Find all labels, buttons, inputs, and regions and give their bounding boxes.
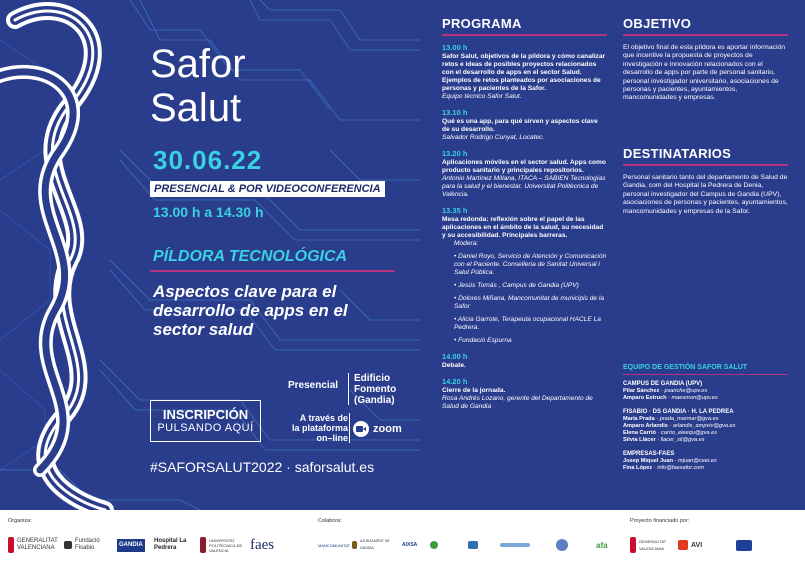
asociacion-logo-1: [430, 531, 464, 559]
fisabio-logo: Fundació Fisabio: [64, 531, 110, 559]
zoom-logo-text: zoom: [373, 423, 402, 435]
generalitat-funder-logo: GENERALITAT VALENCIANA: [630, 531, 674, 559]
team-member: María Prada · prada_marmar@gva.es: [623, 415, 719, 422]
event-mode-badge: PRESENCIAL & POR VIDEOCONFERENCIA: [150, 181, 385, 197]
venue-line: Fomento: [354, 384, 397, 395]
member-email[interactable]: maesmon@upv.es: [671, 395, 718, 402]
section-heading: PROGRAMA: [442, 16, 522, 31]
program-item: [442, 378, 607, 411]
venue-line: (Gandia): [354, 395, 395, 406]
program-time: 14.20 h: [442, 377, 468, 386]
member-email[interactable]: psanche@upv.es: [664, 388, 708, 395]
destinatarios-text: Personal sanitario tanto del departamento de Salud de Gandia, com del Hospital la Pedrera de Denia, personal investigador del Campus de Gandia (UPV), asociaciones de personas y pacientes, ayuntamientos, mancomunidades y empresas de la Safor.: [623, 174, 788, 215]
inscription-label: INSCRIPCIÓN: [162, 407, 249, 422]
program-title: Cierre de la jornada.: [442, 387, 506, 394]
divider: [150, 270, 395, 272]
team-member: Amparo Estruch · maesmon@upv.es: [623, 395, 718, 402]
program-time: 13.20 h: [442, 149, 468, 158]
program-speaker: Equipo técnico Safor Salut.: [442, 93, 522, 100]
objetivo-section: [623, 16, 788, 103]
program-item: [442, 150, 607, 199]
organiza-label: Organiza:: [8, 518, 32, 524]
panelist: • Jesús Tomás , Campus de Gandia (UPV): [454, 282, 579, 289]
mancomunitat-logo: MANCOMUNITAT: [318, 542, 351, 548]
section-heading: EQUIPO DE GESTIÓN SAFOR SALUT: [623, 364, 748, 371]
ayuntamiento-logo: AJUNTAMENT DE GANDIA: [352, 531, 398, 559]
team-group-name: FISABIO · DS GANDIA · H. LA PEDREA: [623, 408, 734, 415]
title-line-2: Salut: [150, 86, 242, 130]
event-time: 13.00 h a 14.30 h: [153, 204, 264, 220]
afa-logo: afa: [596, 540, 608, 550]
divider: [623, 374, 788, 375]
program-speaker: Antonio Martínez Millana, ITACA – SABIEN Tecnologías para la salud y el bienestar. Universitat Politècnica de València.: [442, 175, 606, 198]
programa-section: [442, 16, 607, 411]
divider: [442, 34, 607, 36]
title-line-1: Safor: [150, 42, 246, 86]
eu-flag-logo: [736, 531, 796, 559]
member-name: Amparo Arlandis: [623, 423, 668, 430]
team-member: Amparo Arlandis · arlandis_ampviv@gva.es: [623, 423, 736, 430]
team-member: Pilar Sánchez · psanche@upv.es: [623, 388, 708, 395]
panelist: • Daniel Royo, Servicio de Atención y Comunicación con el Paciente. Conselleria de Sanitat Universal i Salut Pública.: [454, 253, 607, 276]
section-heading: DESTINATARIOS: [623, 146, 732, 161]
platform-line: la plataforma: [291, 423, 348, 433]
member-email[interactable]: carrio_eleequ@gva.es: [660, 430, 718, 437]
sponsors-footer: [0, 510, 805, 567]
event-date: 30.06.22: [153, 145, 263, 175]
program-title: Qué es una app, para qué sirven y aspectos clave de su desarrollo.: [442, 118, 598, 133]
aixsa-logo: AIXSA: [402, 541, 418, 548]
program-title: Debate.: [442, 362, 466, 369]
inscription-button[interactable]: [150, 400, 261, 442]
program-speaker: Rosa Andrés Lozano, gerente del Departamento de Salud de Gandia: [442, 395, 593, 410]
asociacion-logo-3: [500, 531, 550, 559]
team-member: Silvia Llácer · llacer_sil@gva.es: [623, 437, 705, 444]
program-time: 13.10 h: [442, 108, 468, 117]
section-heading: OBJETIVO: [623, 16, 692, 31]
member-email[interactable]: mjuan@ceei.es: [678, 457, 717, 464]
program-title: Safor Salut, objetivos de la píldora y cómo canalizar retos e ideas de posibles proyectos relacionados con el desarrollo de apps en el sector Salud. Ejemplos de retos planteados por asociaciones de personas y pacientes de la Safor.: [442, 53, 606, 92]
divider: [348, 373, 349, 405]
hashtag-link[interactable]: #SAFORSALUT2022 · saforsalut.es: [150, 459, 375, 475]
hospital-logo: Hospital La Pedrera: [154, 538, 187, 551]
program-time: 13.00 h: [442, 43, 468, 52]
team-group: [623, 451, 788, 473]
team-group: [623, 381, 788, 403]
presencial-label: Presencial: [288, 380, 339, 391]
member-email[interactable]: llacer_sil@gva.es: [660, 437, 705, 444]
program-item: [442, 207, 607, 345]
financiado-label: Proyecto financiado por:: [630, 518, 690, 524]
member-name: Elena Carrió: [623, 430, 656, 437]
member-email[interactable]: arlandis_ampviv@gva.es: [672, 423, 736, 430]
equipo-section: [623, 364, 788, 472]
pill-label: PÍLDORA TECNOLÓGICA: [153, 248, 348, 265]
divider: [623, 164, 788, 166]
member-name: María Prada: [623, 415, 655, 422]
member-name: Fina López: [623, 465, 653, 472]
program-title: Mesa redonda: reflexión sobre el papel de las aplicaciones en el ámbito de la salud, su necesidad y su accesibilidad. Principales barreras.: [442, 216, 604, 239]
venue-address: [354, 373, 396, 406]
faes-logo: faes: [250, 536, 275, 553]
online-platform-label: [273, 413, 348, 443]
program-item: [442, 109, 607, 142]
member-name: Amparo Estruch: [623, 395, 667, 402]
program-speaker: Salvador Rodrigo Cunyat, Locatec.: [442, 134, 545, 141]
member-name: Josep Miquel Juan: [623, 457, 674, 464]
team-member: Josep Miquel Juan · mjuan@ceei.es: [623, 457, 717, 464]
panelist: • Dolores Miñana, Mancomunitat de municipis de la Safor: [454, 295, 605, 310]
colabora-label: Colabora:: [318, 518, 342, 524]
gandia-logo: GANDIA: [117, 531, 147, 559]
objetivo-text: El objetivo final de esta píldora es aportar información que incentive la propuesta de proyectos de investigación e innovación relacionados con el desarrollo de apps por parte de personal sanitario, personal investigador universitario, asociaciones de personas y pacientes, ayuntamientos, mancomunidades y empresas.: [623, 44, 786, 102]
inscription-sublabel: PULSANDO AQUÍ: [157, 422, 254, 434]
team-group-name: CAMPUS DE GANDIA (UPV): [623, 381, 703, 387]
member-email[interactable]: prada_marmar@gva.es: [659, 415, 719, 422]
panelist: • Alicia Garrote, Terapeuta ocupacional HACLE La Pedrera.: [454, 316, 601, 331]
team-group: [623, 409, 788, 445]
divider: [349, 413, 350, 443]
zoom-icon: [353, 421, 369, 437]
platform-line: on–line: [316, 433, 348, 443]
subtitle-line: desarrollo de apps en el: [153, 301, 348, 320]
moderator-label: Modera:: [454, 240, 479, 247]
event-title: [150, 42, 246, 130]
venue-line: Edificio: [354, 373, 391, 384]
program-title: Aplicaciones móviles en el sector salud. Apps como producto sanitario y principales repositorios.: [442, 159, 606, 174]
divider: [623, 34, 788, 36]
panelist: • Fundació Espurna: [454, 337, 512, 344]
program-item: [442, 353, 607, 370]
team-member: Fina López · info@faesafor.com: [623, 465, 705, 472]
generalitat-logo: GENERALITAT VALENCIANA: [8, 531, 56, 559]
member-email[interactable]: info@faesafor.com: [657, 465, 705, 472]
program-time: 13.35 h: [442, 206, 468, 215]
destinatarios-section: [623, 146, 788, 216]
asociacion-logo-4: [556, 531, 592, 559]
platform-line: A través de: [299, 413, 348, 423]
subtitle-line: Aspectos clave para el: [153, 282, 337, 301]
team-group-name: EMPRESAS-FAES: [623, 450, 675, 457]
upv-logo: UNIVERSITAT POLITÈCNICA DE VALÈNCIA: [200, 531, 244, 559]
team-member: Elena Carrió · carrio_eleequ@gva.es: [623, 430, 718, 437]
program-item: [442, 44, 607, 101]
asociacion-logo-2: [468, 531, 496, 559]
subtitle-line: sector salud: [153, 320, 254, 339]
member-name: Silvia Llácer: [623, 437, 656, 444]
member-name: Pilar Sánchez: [623, 388, 660, 395]
avi-logo: AVI: [678, 531, 732, 559]
event-subtitle: [153, 282, 403, 339]
program-time: 14.00 h: [442, 352, 468, 361]
